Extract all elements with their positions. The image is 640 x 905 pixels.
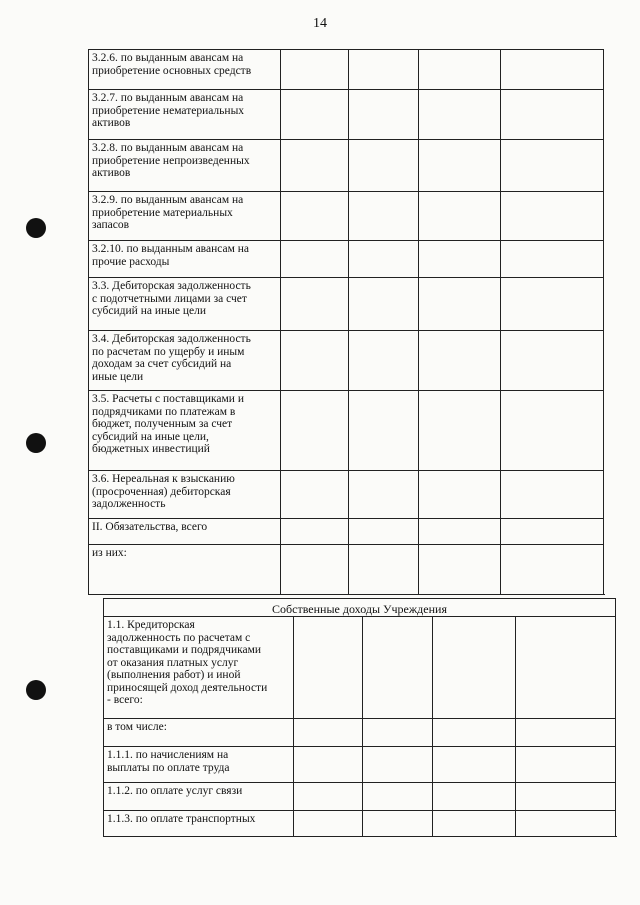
value-cell [418, 240, 500, 277]
value-cell [280, 49, 348, 89]
value-cell [293, 782, 362, 810]
row-label: 1.1. Кредиторская задолженность по расчетам с поставщиками и подрядчиками от оказания платных услуг (выполнения работ) и иной приносящей доход деятельности - всего: [103, 616, 293, 718]
value-cell [280, 89, 348, 139]
value-cell [362, 810, 432, 836]
value-cell [500, 49, 604, 89]
value-cell [280, 518, 348, 544]
value-cell [418, 518, 500, 544]
value-cell [348, 191, 418, 240]
value-cell [500, 470, 604, 518]
value-cell [418, 89, 500, 139]
value-cell [280, 139, 348, 191]
table-border [88, 594, 605, 595]
value-cell [348, 139, 418, 191]
value-cell [418, 470, 500, 518]
value-cell [418, 544, 500, 594]
value-cell [348, 330, 418, 390]
value-cell [418, 277, 500, 330]
value-cell [362, 616, 432, 718]
row-label: 3.2.10. по выданным авансам на прочие расходы [88, 240, 280, 277]
value-cell [418, 390, 500, 470]
value-cell [348, 277, 418, 330]
value-cell [500, 277, 604, 330]
value-cell [348, 390, 418, 470]
value-cell [348, 89, 418, 139]
row-label: 3.5. Расчеты с поставщиками и подрядчиками по платежам в бюджет, полученным за счет субсидий на иные цели, бюджетных инвестиций [88, 390, 280, 470]
row-label: 1.1.3. по оплате транспортных [103, 810, 293, 836]
value-cell [348, 470, 418, 518]
value-cell [500, 544, 604, 594]
value-cell [418, 191, 500, 240]
value-cell [515, 782, 616, 810]
value-cell [418, 139, 500, 191]
value-cell [293, 718, 362, 746]
value-cell [348, 544, 418, 594]
row-label: из них: [88, 544, 280, 594]
value-cell [500, 139, 604, 191]
table-border [103, 836, 617, 837]
value-cell [280, 390, 348, 470]
value-cell [500, 390, 604, 470]
value-cell [432, 718, 515, 746]
row-label: 3.2.9. по выданным авансам на приобретение материальных запасов [88, 191, 280, 240]
value-cell [348, 49, 418, 89]
value-cell [500, 89, 604, 139]
value-cell [432, 746, 515, 782]
value-cell [432, 810, 515, 836]
value-cell [515, 746, 616, 782]
page-number: 14 [313, 16, 327, 31]
row-label: 3.2.6. по выданным авансам на приобретение основных средств [88, 49, 280, 89]
value-cell [280, 330, 348, 390]
value-cell [515, 810, 616, 836]
value-cell [348, 240, 418, 277]
value-cell [362, 782, 432, 810]
value-cell [280, 191, 348, 240]
value-cell [500, 330, 604, 390]
value-cell [293, 616, 362, 718]
value-cell [280, 544, 348, 594]
value-cell [293, 810, 362, 836]
row-label: 3.4. Дебиторская задолженность по расчетам по ущербу и иным доходам за счет субсидий на иные цели [88, 330, 280, 390]
row-label: 1.1.2. по оплате услуг связи [103, 782, 293, 810]
value-cell [432, 782, 515, 810]
value-cell [418, 49, 500, 89]
value-cell [500, 191, 604, 240]
row-label: 1.1.1. по начислениям на выплаты по оплате труда [103, 746, 293, 782]
value-cell [500, 240, 604, 277]
value-cell [515, 718, 616, 746]
value-cell [280, 240, 348, 277]
value-cell [348, 518, 418, 544]
row-label: 3.3. Дебиторская задолженность с подотчетными лицами за счет субсидий на иные цели [88, 277, 280, 330]
value-cell [280, 470, 348, 518]
value-cell [515, 616, 616, 718]
row-label: 3.2.7. по выданным авансам на приобретение нематериальных активов [88, 89, 280, 139]
section-header: Собственные доходы Учреждения [103, 598, 616, 616]
value-cell [362, 718, 432, 746]
row-label: 3.6. Нереальная к взысканию (просроченная) дебиторская задолженность [88, 470, 280, 518]
value-cell [500, 518, 604, 544]
value-cell [280, 277, 348, 330]
row-label: II. Обязательства, всего [88, 518, 280, 544]
row-label: в том числе: [103, 718, 293, 746]
value-cell [362, 746, 432, 782]
value-cell [418, 330, 500, 390]
value-cell [432, 616, 515, 718]
row-label: 3.2.8. по выданным авансам на приобретение непроизведенных активов [88, 139, 280, 191]
value-cell [293, 746, 362, 782]
